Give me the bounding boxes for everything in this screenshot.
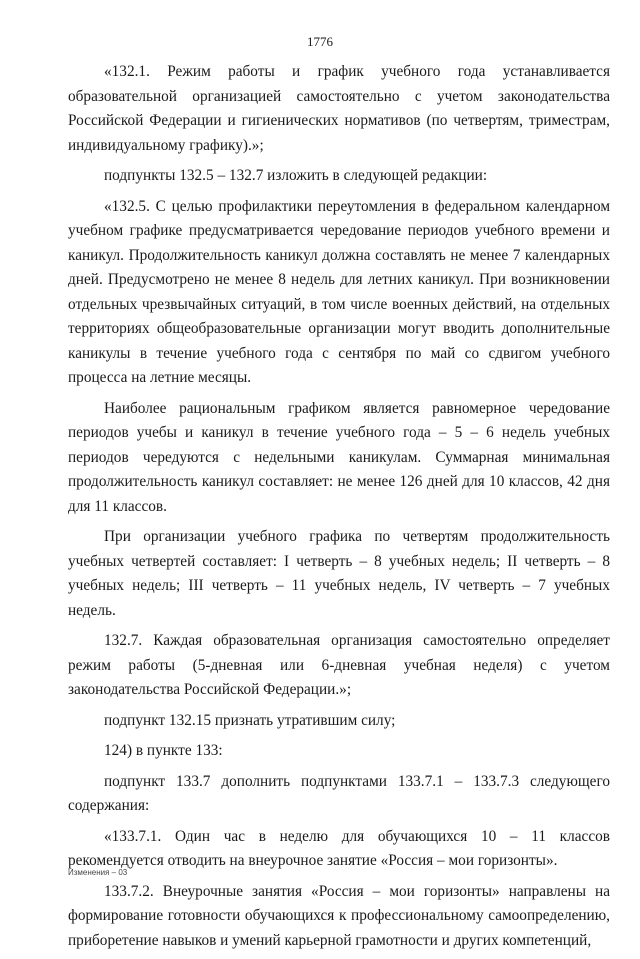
paragraph-132-7: 132.7. Каждая образовательная организация самостоятельно определяет режим работы (5-дневная или 6-дневная учебная неделя) с учетом законодательства Российской Федерации.»; (68, 632, 610, 698)
footer-label: Изменения – 03 (68, 868, 128, 877)
paragraph-132-1: «132.1. Режим работы и график учебного года устанавливается образовательной организацией самостоятельно с учетом законодательства Российской Федерации и гигиенических нормативов (по четвертям, триместрам, индивидуальному графику).»; (68, 63, 610, 154)
paragraph-132-15: подпункт 132.15 признать утратившим силу; (104, 711, 396, 729)
paragraph-133-7-2: 133.7.2. Внеурочные занятия «Россия – мои горизонты» направлены на формирование готовности обучающихся к профессиональному самоопределению, приборетение навыков и умений карьерной грамотности и других компетенций, (68, 882, 610, 949)
paragraph-subpoints-132-5-132-7: подпункты 132.5 – 132.7 изложить в следующей редакции: (104, 167, 488, 184)
paragraph-item-124: 124) в пункте 133: (104, 742, 223, 759)
paragraph-133-7-1: «133.7.1. Один час в неделю для обучающихся 10 – 11 классов рекомендуется отводить на внеурочное занятие «Россия – мои горизонты». (68, 827, 610, 869)
paragraph-133-7: подпункт 133.7 дополнить подпунктами 133.7.1 – 133.7.3 следующего содержания: (68, 772, 610, 814)
paragraph-rational-schedule: Наиболее рациональным графиком является равномерное чередование периодов учебы и каникул в течение учебного года – 5 – 6 недель учебных периодов чередуются с недельными каникулам. Суммарная минимальная продолжительность каникул составляет: не менее 126 дней для 10 классов, 42 дня для 11 классов. (68, 399, 610, 515)
paragraph-132-5: «132.5. С целью профилактики переутомления в федеральном календарном учебном графике предусматривается чередование периодов учебного времени и каникул. Продолжительность каникул должна составлять не менее 7 календарных дней. Предусмотрено не менее 8 недель для летних каникул. При возникновении отдельных чрезвычайных ситуаций, в том числе военных действий, на отдельных территориях общеобразовательные организации могут вводить дополнительные каникулы в течение учебного года с сентября по май со сдвигом учебного процесса на летние месяцы. (68, 197, 610, 386)
document-body (68, 60, 610, 959)
page-number: 1776 (307, 34, 333, 49)
paragraph-quarters: При организации учебного графика по четвертям продолжительность учебных четвертей составляет: I четверть – 8 учебных недель; II четверть – 8 учебных недель; III четверть – 11 учебных недель, IV четверть – 7 учебных недель. (68, 528, 610, 619)
